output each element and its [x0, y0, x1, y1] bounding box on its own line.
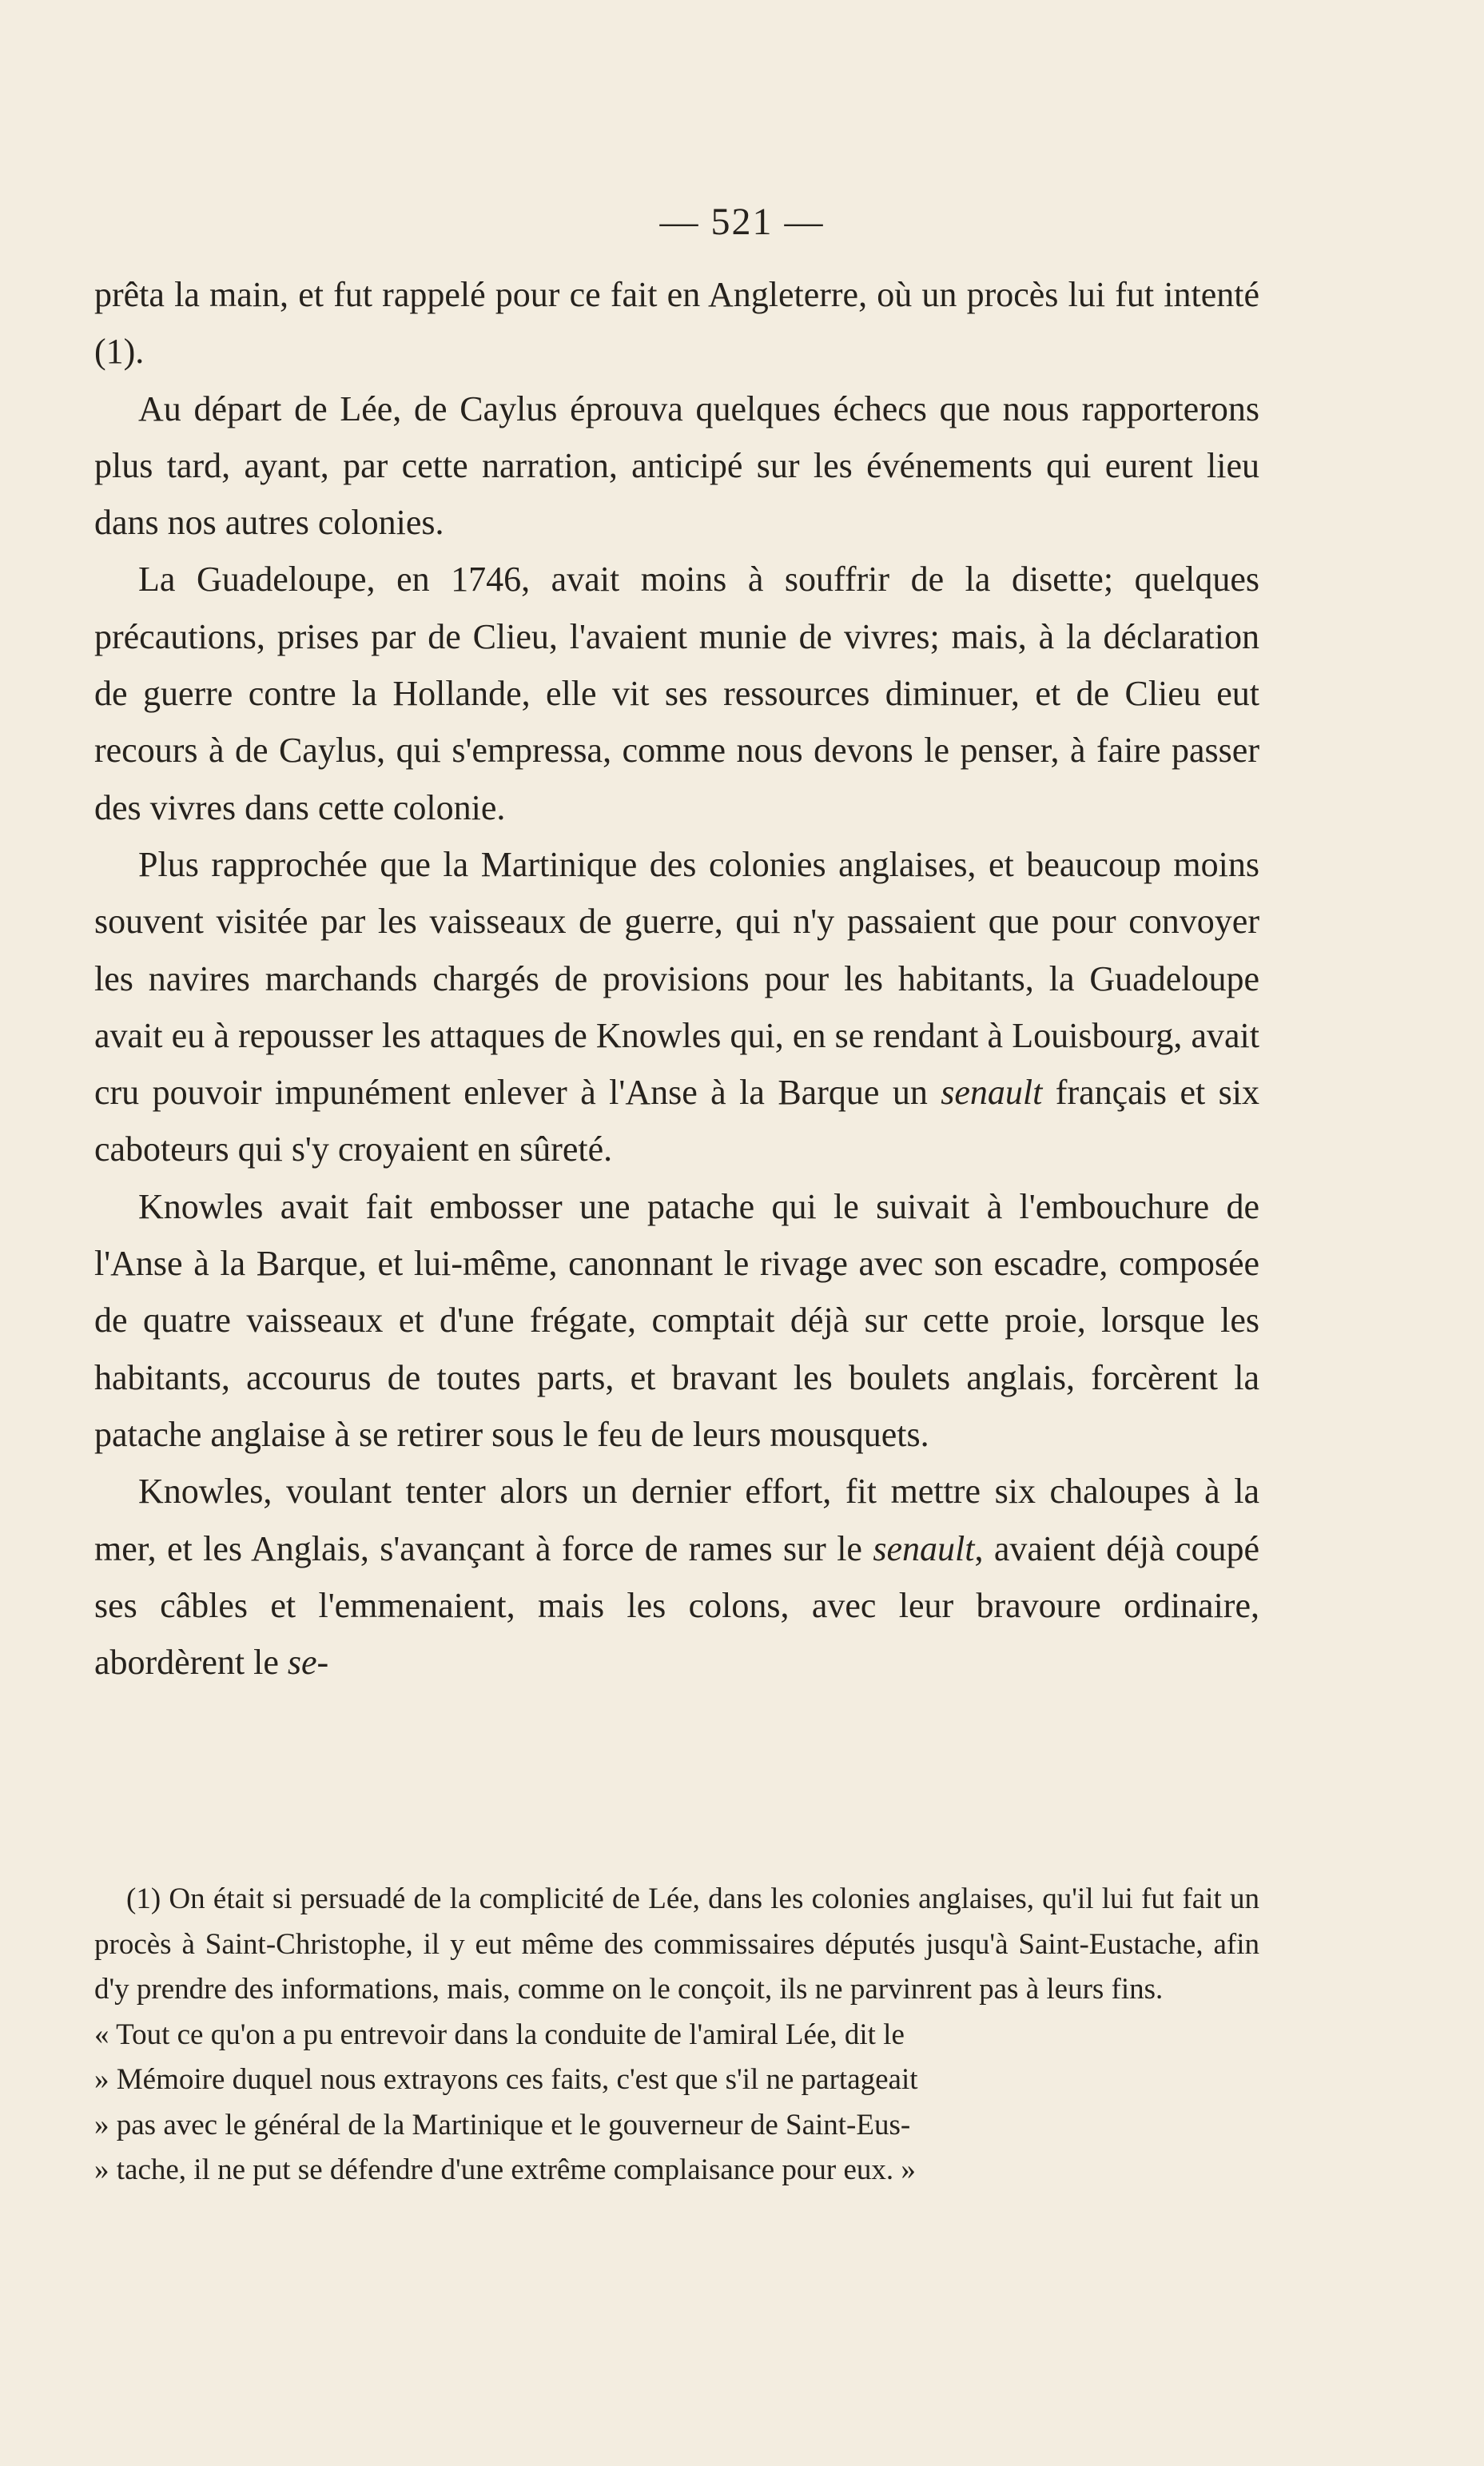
footnote-quote-line: » Mémoire duquel nous extrayons ces faits, c'est que s'il ne partageait — [94, 2063, 918, 2096]
paragraph-3: La Guadeloupe, en 1746, avait moins à souffrir de la disette; quelques précautions, prises par de Clieu, l'avaient munie de vivres; mais, à la déclaration de guerre contre la Hollande, elle vit ses ressources diminuer, et de Clieu eut recours à de Caylus, qui s'empressa, comme nous devons le penser, à faire passer des vivres dans cette colonie. — [94, 560, 1259, 827]
footnote-text: On était si persuadé de la complicité de Lée, dans les colonies anglaises, qu'il lui fut fait un procès à Saint-Christophe, il y eut même des commissaires députés jusqu'à Saint-Eustache, afin d'y prendre des informations, mais, comme on le conçoit, ils ne parvinrent pas à leurs fins. — [94, 1882, 1259, 2006]
footnotes — [94, 1877, 1259, 2193]
paragraph-2: Au départ de Lée, de Caylus éprouva quelques échecs que nous rapporterons plus tard, ayant, par cette narration, anticipé sur les événements qui eurent lieu dans nos autres colonies. — [94, 388, 1259, 543]
paragraph-5: Knowles avait fait embosser une patache qui le suivait à l'embouchure de l'Anse à la Barque, et lui-même, canonnant le rivage avec son escadre, composée de quatre vaisseaux et d'une frégate, comptait déjà sur cette proie, lorsque les habitants, accourus de toutes parts, et bravant les boulets anglais, forcèrent la patache anglaise à se retirer sous le feu de leurs mousquets. — [94, 1186, 1259, 1454]
paragraph-4-text-before: Plus rapprochée que la Martinique des colonies anglaises, et beaucoup moins souvent visitée par les vaisseaux de guerre, qui n'y passaient que pour convoyer les navires marchands chargés de provisions pour les habitants, la Guadeloupe avait eu à repousser les attaques de Knowles qui, en se rendant à Louisbourg, avait cru pouvoir impunément enlever à l'Anse à la Barque un — [94, 844, 1259, 1113]
body-text — [94, 266, 1259, 1691]
paragraph-4 — [94, 836, 1259, 1178]
paragraph-6-italic: senault — [873, 1528, 975, 1568]
footnote-1 — [94, 1877, 1259, 2013]
paragraph-6-text-before: Knowles, voulant tenter alors un dernier effort, fit mettre six chaloupes à la mer, et les Anglais, s'avançant à force de rames sur le — [94, 1472, 1259, 1568]
footnote-quote-line: » pas avec le général de la Martinique et le gouverneur de Saint-Eus- — [94, 2108, 911, 2141]
paragraph-4-italic: senault — [941, 1073, 1043, 1113]
paragraph-6-text-middle: , avaient déjà coupé ses câbles et l'emmenaient, mais les colons, avec leur bravoure ordinaire, abordèrent le — [94, 1528, 1259, 1683]
paragraph-4-text-after: français et six caboteurs qui s'y croyaient en sûreté. — [94, 1073, 1259, 1169]
footnote-quote — [94, 2013, 1259, 2193]
footnote-quote-line: » tache, il ne put se défendre d'une extrême complaisance pour eux. » — [94, 2153, 916, 2186]
paragraph-6-italic-end: se- — [287, 1643, 329, 1683]
footnote-mark: (1) — [126, 1882, 161, 1915]
page-number: — 521 — — [659, 201, 825, 243]
footnote-quote-line: « Tout ce qu'on a pu entrevoir dans la conduite de l'amiral Lée, dit le — [94, 2018, 905, 2051]
paragraph-6 — [94, 1463, 1259, 1691]
paragraph-1: prêta la main, et fut rappelé pour ce fait en Angleterre, où un procès lui fut intenté (1). — [94, 275, 1259, 372]
